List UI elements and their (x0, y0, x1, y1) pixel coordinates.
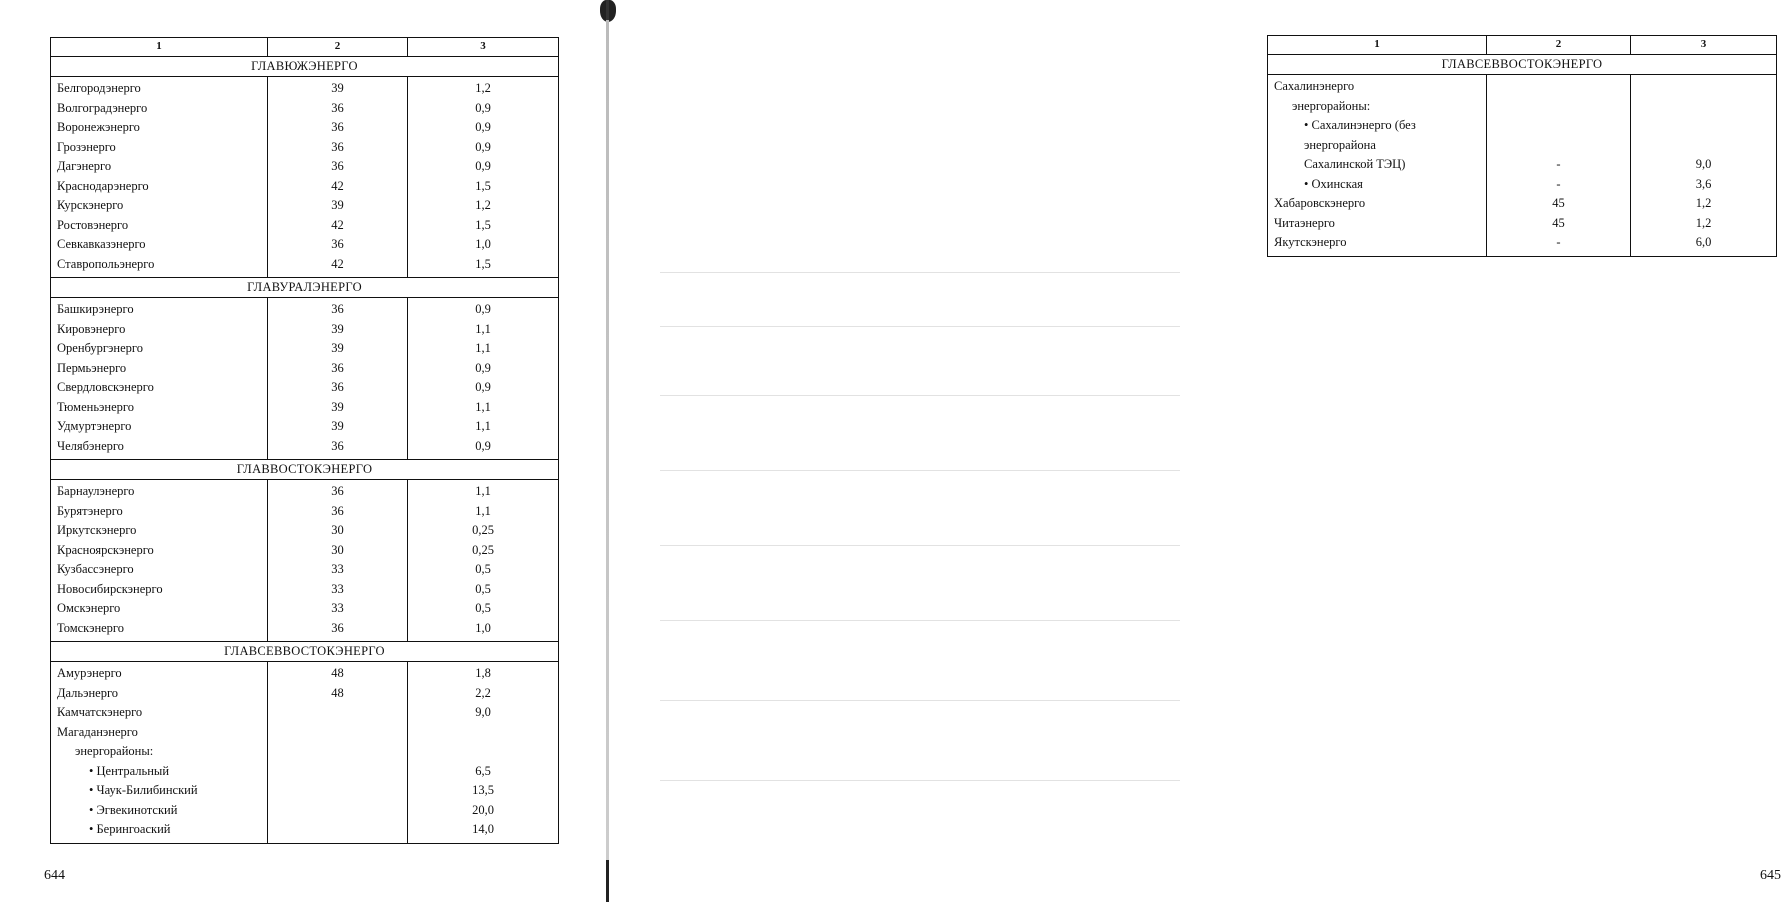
enterprise-name: энергорайоны: (51, 742, 268, 762)
column-2-value (268, 703, 408, 723)
table-row (51, 480, 559, 502)
table-row (1268, 97, 1777, 117)
column-2-value: 48 (268, 662, 408, 684)
table-row (51, 378, 559, 398)
column-3-value: 1,8 (408, 662, 559, 684)
column-number-2: 2 (1487, 36, 1631, 55)
column-3-value: 0,5 (408, 560, 559, 580)
table-row (1268, 194, 1777, 214)
column-3-value: 1,1 (408, 480, 559, 502)
enterprise-name: Свердловскэнерго (51, 378, 268, 398)
enterprise-name: Дагэнерго (51, 157, 268, 177)
enterprise-name: • Центральный (51, 762, 268, 782)
table-row (51, 619, 559, 642)
column-2-value (1487, 116, 1631, 136)
bleed-through-line (660, 700, 1180, 701)
column-3-value: 1,1 (408, 398, 559, 418)
enterprise-name: Новосибирскэнерго (51, 580, 268, 600)
table-row (1268, 75, 1777, 97)
table-row (51, 138, 559, 158)
column-3-value: 1,1 (408, 502, 559, 522)
column-2-value: 30 (268, 521, 408, 541)
section-header-row (1268, 55, 1777, 75)
column-3-value: 0,9 (408, 138, 559, 158)
enterprise-name: Тюменьэнерго (51, 398, 268, 418)
table-row (51, 255, 559, 278)
enterprise-name: Оренбургэнерго (51, 339, 268, 359)
enterprise-name: Волгоградэнерго (51, 99, 268, 119)
enterprise-name: Омскэнерго (51, 599, 268, 619)
enterprise-name: энергорайоны: (1268, 97, 1487, 117)
table-row (51, 359, 559, 379)
column-2-value: 36 (268, 359, 408, 379)
enterprise-name: Краснодарэнерго (51, 177, 268, 197)
enterprise-name: Камчатскэнерго (51, 703, 268, 723)
enterprise-name: • Чаук-Билибинский (51, 781, 268, 801)
table-row (51, 762, 559, 782)
bleed-through-line (660, 620, 1180, 621)
column-3-value: 0,9 (408, 118, 559, 138)
column-3-value: 1,5 (408, 177, 559, 197)
table-row (51, 177, 559, 197)
column-2-value: 36 (268, 480, 408, 502)
enterprise-name: Хабаровскэнерго (1268, 194, 1487, 214)
column-3-value: 20,0 (408, 801, 559, 821)
table-row (51, 320, 559, 340)
column-2-value (268, 742, 408, 762)
column-2-value (1487, 75, 1631, 97)
column-2-value: 36 (268, 378, 408, 398)
table-row (51, 216, 559, 236)
enterprise-name: Магаданэнерго (51, 723, 268, 743)
column-2-value: 36 (268, 138, 408, 158)
column-3-value: 0,25 (408, 521, 559, 541)
column-3-value: 1,1 (408, 320, 559, 340)
column-3-value: 3,6 (1631, 175, 1777, 195)
column-2-value: 33 (268, 560, 408, 580)
enterprise-name: • Сахалинэнерго (без (1268, 116, 1487, 136)
table-row (51, 742, 559, 762)
column-2-value: 48 (268, 684, 408, 704)
enterprise-name: Сахалинэнерго (1268, 75, 1487, 97)
column-3-value: 0,5 (408, 599, 559, 619)
column-3-value: 6,0 (1631, 233, 1777, 256)
section-title: ГЛАВСЕВВОСТОКЭНЕРГО (51, 642, 559, 662)
column-3-value: 0,9 (408, 437, 559, 460)
section-header-row (51, 642, 559, 662)
column-3-value: 1,2 (408, 77, 559, 99)
table-row (1268, 136, 1777, 156)
column-3-value (1631, 97, 1777, 117)
column-number-3: 3 (408, 38, 559, 57)
column-3-value (408, 742, 559, 762)
column-3-value: 1,1 (408, 417, 559, 437)
column-2-value: 33 (268, 580, 408, 600)
table-row (51, 580, 559, 600)
enterprise-name: Барнаулэнерго (51, 480, 268, 502)
tariff-table-left (50, 37, 559, 844)
left-page (0, 0, 600, 902)
enterprise-name: Башкирэнерго (51, 298, 268, 320)
column-2-value (268, 723, 408, 743)
enterprise-name: Ставропольэнерго (51, 255, 268, 278)
column-2-value (1487, 97, 1631, 117)
column-3-value: 0,9 (408, 359, 559, 379)
enterprise-name: Пермьэнерго (51, 359, 268, 379)
table-row (51, 801, 559, 821)
tariff-table-right (1267, 35, 1777, 257)
section-title: ГЛАВЮЖЭНЕРГО (51, 57, 559, 77)
table-row (51, 662, 559, 684)
bleed-through-line (660, 272, 1180, 273)
table-row (1268, 233, 1777, 256)
column-3-value: 1,2 (408, 196, 559, 216)
section-title: ГЛАВСЕВВОСТОКЭНЕРГО (1268, 55, 1777, 75)
table-row (51, 235, 559, 255)
table-row (51, 118, 559, 138)
column-3-value: 1,5 (408, 255, 559, 278)
table-row (51, 417, 559, 437)
column-2-value: 36 (268, 235, 408, 255)
column-3-value: 1,0 (408, 619, 559, 642)
column-2-value: 45 (1487, 194, 1631, 214)
page-number: 644 (44, 868, 65, 883)
column-2-value: 33 (268, 599, 408, 619)
column-3-value: 6,5 (408, 762, 559, 782)
table-row (51, 398, 559, 418)
column-2-value: 39 (268, 398, 408, 418)
table-row (51, 437, 559, 460)
section-header-row (51, 57, 559, 77)
bleed-through-line (660, 395, 1180, 396)
table-row (51, 157, 559, 177)
enterprise-name: Грозэнерго (51, 138, 268, 158)
enterprise-name: • Охинская (1268, 175, 1487, 195)
column-3-value: 0,9 (408, 99, 559, 119)
column-2-value: 36 (268, 157, 408, 177)
enterprise-name: Белгородэнерго (51, 77, 268, 99)
enterprise-name: Челябэнерго (51, 437, 268, 460)
enterprise-name: Кировэнерго (51, 320, 268, 340)
bleed-through-line (660, 780, 1180, 781)
column-2-value: 39 (268, 339, 408, 359)
bleed-through-line (660, 326, 1180, 327)
table-row (51, 339, 559, 359)
table-row (51, 684, 559, 704)
table-row (51, 521, 559, 541)
section-title: ГЛАВВОСТОКЭНЕРГО (51, 460, 559, 480)
enterprise-name: энергорайона (1268, 136, 1487, 156)
enterprise-name: Красноярскэнерго (51, 541, 268, 561)
column-3-value (1631, 136, 1777, 156)
column-3-value: 0,9 (408, 157, 559, 177)
enterprise-name: Иркутскэнерго (51, 521, 268, 541)
column-2-value: 39 (268, 196, 408, 216)
column-2-value: - (1487, 155, 1631, 175)
column-2-value: 30 (268, 541, 408, 561)
column-2-value: 36 (268, 118, 408, 138)
column-2-value (268, 801, 408, 821)
column-2-value: 39 (268, 417, 408, 437)
column-2-value (268, 820, 408, 843)
table-row (51, 77, 559, 99)
table-row (51, 541, 559, 561)
column-2-value (268, 781, 408, 801)
column-number-3: 3 (1631, 36, 1777, 55)
table-row (1268, 155, 1777, 175)
column-2-value: 36 (268, 99, 408, 119)
enterprise-name: Воронежэнерго (51, 118, 268, 138)
column-2-value: - (1487, 175, 1631, 195)
section-header-row (51, 278, 559, 298)
column-3-value: 2,2 (408, 684, 559, 704)
column-3-value: 1,5 (408, 216, 559, 236)
bleed-through-line (660, 545, 1180, 546)
table-row (1268, 175, 1777, 195)
enterprise-name: Бурятэнерго (51, 502, 268, 522)
table-row (51, 502, 559, 522)
table-row (51, 99, 559, 119)
table-row (51, 560, 559, 580)
column-2-value: 42 (268, 255, 408, 278)
enterprise-name: Ростовэнерго (51, 216, 268, 236)
table-row (51, 820, 559, 843)
column-3-value (1631, 75, 1777, 97)
table-row (1268, 214, 1777, 234)
column-2-value: 39 (268, 320, 408, 340)
enterprise-name: Сахалинской ТЭЦ) (1268, 155, 1487, 175)
table-row (51, 781, 559, 801)
table-header-row (1268, 36, 1777, 55)
enterprise-name: • Берингоаский (51, 820, 268, 843)
right-page (600, 0, 1781, 902)
table-header-row (51, 38, 559, 57)
enterprise-name: Курскэнерго (51, 196, 268, 216)
column-3-value: 1,1 (408, 339, 559, 359)
column-2-value: 36 (268, 298, 408, 320)
enterprise-name: Дальэнерго (51, 684, 268, 704)
section-header-row (51, 460, 559, 480)
column-3-value: 13,5 (408, 781, 559, 801)
column-3-value: 0,5 (408, 580, 559, 600)
enterprise-name: Удмуртэнерго (51, 417, 268, 437)
enterprise-name: Кузбассэнерго (51, 560, 268, 580)
column-2-value: 45 (1487, 214, 1631, 234)
column-2-value: 39 (268, 77, 408, 99)
enterprise-name: Амурэнерго (51, 662, 268, 684)
column-3-value (408, 723, 559, 743)
column-number-2: 2 (268, 38, 408, 57)
column-2-value: - (1487, 233, 1631, 256)
table-row (51, 196, 559, 216)
section-title: ГЛАВУРАЛЭНЕРГО (51, 278, 559, 298)
column-3-value: 0,9 (408, 298, 559, 320)
column-3-value: 9,0 (1631, 155, 1777, 175)
column-2-value: 36 (268, 502, 408, 522)
column-3-value: 0,25 (408, 541, 559, 561)
column-3-value (1631, 116, 1777, 136)
bleed-through-line (660, 470, 1180, 471)
table-row (1268, 116, 1777, 136)
column-3-value: 0,9 (408, 378, 559, 398)
column-2-value: 36 (268, 437, 408, 460)
column-3-value: 1,2 (1631, 194, 1777, 214)
column-3-value: 9,0 (408, 703, 559, 723)
table-row (51, 723, 559, 743)
column-2-value: 42 (268, 177, 408, 197)
enterprise-name: Томскэнерго (51, 619, 268, 642)
column-2-value (1487, 136, 1631, 156)
enterprise-name: Якутскэнерго (1268, 233, 1487, 256)
column-3-value: 14,0 (408, 820, 559, 843)
column-number-1: 1 (1268, 36, 1487, 55)
column-3-value: 1,0 (408, 235, 559, 255)
column-number-1: 1 (51, 38, 268, 57)
column-2-value (268, 762, 408, 782)
enterprise-name: • Эгвекинотский (51, 801, 268, 821)
column-2-value: 42 (268, 216, 408, 236)
table-row (51, 599, 559, 619)
page-number: 645 (1760, 868, 1781, 883)
column-2-value: 36 (268, 619, 408, 642)
column-3-value: 1,2 (1631, 214, 1777, 234)
enterprise-name: Читаэнерго (1268, 214, 1487, 234)
enterprise-name: Севкавказэнерго (51, 235, 268, 255)
table-row (51, 703, 559, 723)
table-row (51, 298, 559, 320)
